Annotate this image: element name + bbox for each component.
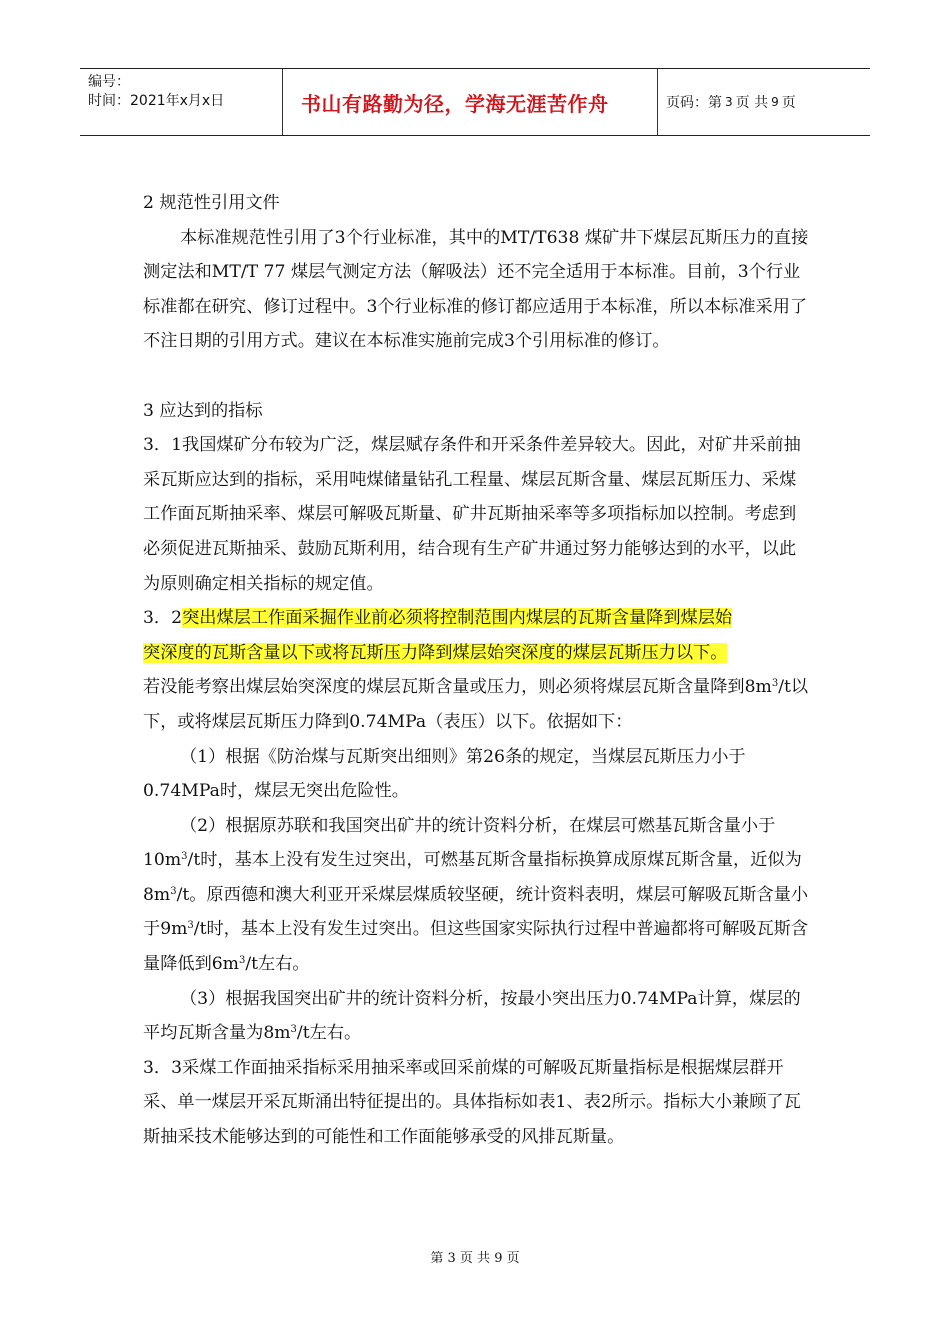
basis-item-3-a: （3）根据我国突出矿井的统计资料分析，按最小突出压力0.74MPa计算，煤层的平均瓦斯含量为8m bbox=[143, 988, 801, 1044]
superscript-3: 3 bbox=[771, 678, 779, 690]
time-label: 时间：2021年x月x日 bbox=[88, 93, 225, 109]
section-2-title: 2 规范性引用文件 bbox=[143, 193, 280, 213]
basis-item-2 bbox=[143, 809, 811, 982]
basis-item-2-b: /t时，基本上没有发生过突出，可燃基瓦斯含量指标换算成原煤瓦斯含量，近似为8m bbox=[143, 850, 802, 905]
superscript-3: 3 bbox=[181, 851, 188, 863]
clause-3-3: 3．3采煤工作面抽采指标采用抽采率或回采前煤的可解吸瓦斯量指标是根据煤层群开采、单一煤层开采瓦斯涌出特征提出的。具体指标如表1、表2所示。指标大小兼顾了瓦斯抽采技术能够达到的可能性和工作面能够承受的风排瓦斯量。 bbox=[143, 1057, 801, 1148]
serial-label: 编号： bbox=[88, 74, 130, 90]
header-page-number bbox=[658, 69, 870, 135]
page-total: 9 bbox=[771, 95, 779, 109]
superscript-3: 3 bbox=[238, 955, 246, 967]
clause-3-2 bbox=[143, 601, 811, 739]
basis-item-3-b: /t左右。 bbox=[296, 1023, 362, 1044]
clause-3-2-rest-a: 若没能考察出煤层始突深度的煤层瓦斯含量或压力，则必须将煤层瓦斯含量降到8m bbox=[143, 677, 772, 698]
basis-item-3 bbox=[143, 982, 811, 1051]
page-mid: 页 共 bbox=[735, 95, 769, 111]
header-meta bbox=[80, 69, 283, 135]
highlighted-text-2: 突深度的瓦斯含量以下或将瓦斯压力降到煤层始突深度的煤层瓦斯压力以下。 bbox=[143, 642, 728, 663]
superscript-3: 3 bbox=[187, 920, 194, 932]
superscript-3: 3 bbox=[290, 1024, 297, 1036]
basis-item-1: （1）根据《防治煤与瓦斯突出细则》第26条的规定，当煤层瓦斯压力小于0.74MPa时，煤层无突出危险性。 bbox=[143, 746, 746, 802]
document-body bbox=[143, 186, 811, 1155]
basis-item-2-a: （2）根据原苏联和我国突出矿井的统计资料分析，在煤层可燃基瓦斯含量小于10m bbox=[143, 815, 776, 871]
clause-3-2-number: 3．2 bbox=[143, 608, 183, 629]
basis-item-2-d: /t时，基本上没有发生过突出。但这些国家实际执行过程中普遍都将可解吸瓦斯含量降低到6m bbox=[143, 919, 809, 975]
clause-3-2-rest-b: /t以下，或将煤层瓦斯压力降到0.74MPa（表压）以下。依据如下： bbox=[143, 677, 809, 732]
page-suffix: 页 bbox=[781, 95, 796, 111]
superscript-3: 3 bbox=[170, 885, 177, 897]
page-footer: 第 3 页 共 9 页 bbox=[430, 1251, 520, 1266]
paragraph-gap bbox=[143, 359, 811, 394]
basis-item-2-e: /t左右。 bbox=[245, 954, 310, 975]
basis-item-2-c: /t。原西德和澳大利亚开采煤层煤质较坚硬，统计资料表明，煤层可解吸瓦斯含量小于9m bbox=[143, 884, 809, 940]
section-2-paragraph: 本标准规范性引用了3个行业标准，其中的MT/T638 煤矿井下煤层瓦斯压力的直接测定法和MT/T 77 煤层气测定方法（解吸法）还不完全适用于本标准。目前，3个行业标准都在研究、修订过程中。3个行业标准的修订都应适用于本标准，所以本标准采用了不注日期的引用方式。建议在本标准实施前完成3个引用标准的修订。 bbox=[143, 227, 809, 352]
section-3-title: 3 应达到的指标 bbox=[143, 400, 263, 421]
page-prefix: 页码：第 bbox=[666, 95, 722, 111]
page-current: 3 bbox=[725, 95, 733, 109]
header-table bbox=[80, 68, 870, 136]
clause-3-1: 3．1我国煤矿分布较为广泛，煤层赋存条件和开采条件差异较大。因此，对矿井采前抽采瓦斯应达到的指标，采用吨煤储量钻孔工程量、煤层瓦斯含量、煤层瓦斯压力、采煤工作面瓦斯抽采率、煤层可解吸瓦斯量、矿井瓦斯抽采率等多项指标加以控制。考虑到必须促进瓦斯抽采、鼓励瓦斯利用，结合现有生产矿井通过努力能够达到的水平，以此为原则确定相关指标的规定值。 bbox=[143, 435, 801, 594]
header-motto: 书山有路勤为径，学海无涯苦作舟 bbox=[283, 69, 658, 135]
highlighted-text-1: 突出煤层工作面采掘作业前必须将控制范围内煤层的瓦斯含量降到煤层始 bbox=[182, 608, 733, 629]
